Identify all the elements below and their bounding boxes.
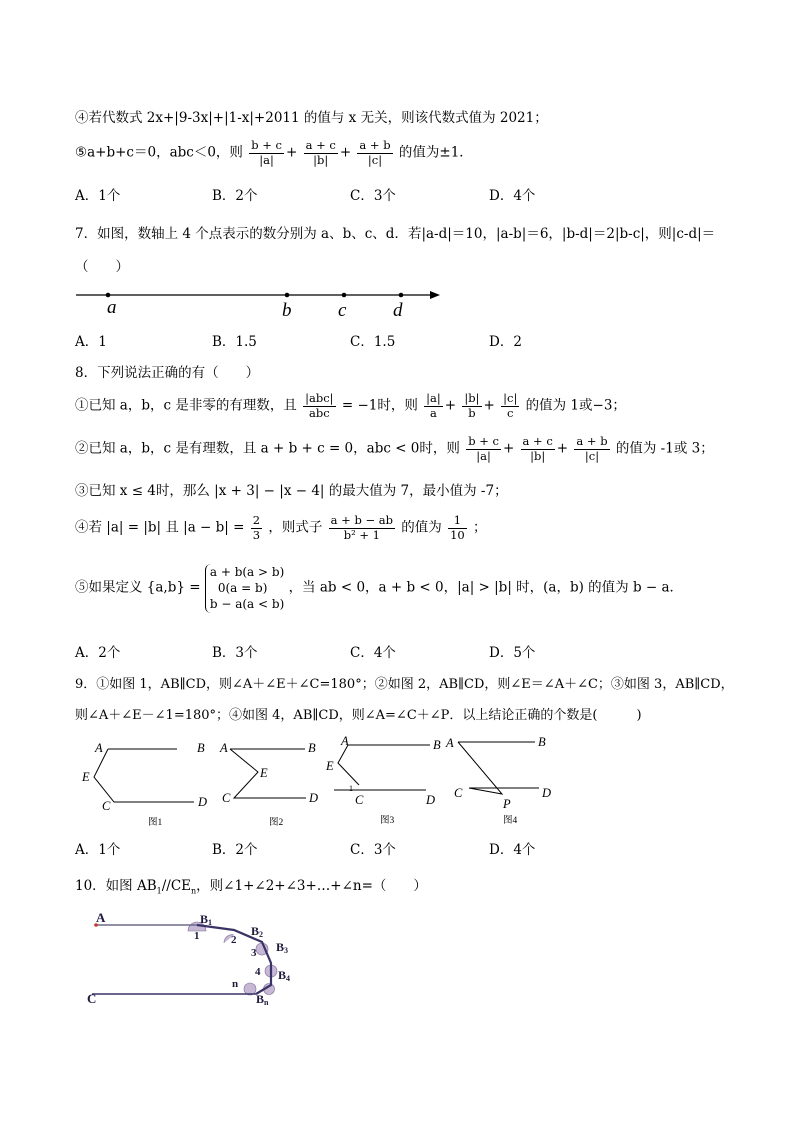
figure-1-caption: 图1 [148,818,163,828]
svg-text:B1: B1 [200,912,213,927]
figure-4-caption: 图4 [503,816,518,826]
svg-text:C: C [355,793,364,807]
option-b[interactable]: B．3个 [212,645,258,661]
svg-text:A: A [95,741,103,755]
q7-blank: （ ） [75,259,129,275]
svg-text:B2: B2 [251,924,264,939]
option-d[interactable]: D．5个 [489,645,536,661]
point-c [342,293,347,298]
q9-figures [70,732,590,828]
fraction: $\frac{a + c}{|b|}$ [305,138,336,167]
svg-text:A: A [446,736,454,750]
label-c: c [338,300,347,321]
svg-text:A: A [96,910,106,925]
q6-s5-suffix: 的值为±1． [398,144,473,161]
fraction: $\frac{a + b}{|c|}$ [359,138,391,167]
q8-statement-2: ②已知 a，b，c 是有理数，且 a + b + c = 0，abc < 0时，则 $\frac{b + c}{|a|}$ + $\frac{a + c}{|b|}$ + $\frac{a + b}{|c|}$ 的值为 -1或 3； [75,434,714,463]
svg-text:B: B [538,735,546,749]
arrow-head-icon [430,291,440,299]
svg-text:D: D [426,793,436,807]
q8-statement-3: ③已知 x ≤ 4时，那么 |x + 3| − |x − 4| 的最大值为 7，最小值为 -7； [75,483,508,499]
svg-text:1: 1 [194,930,200,942]
svg-text:4: 4 [255,966,261,978]
option-c[interactable]: C．3个 [350,842,396,858]
svg-text:A: A [341,734,349,748]
q7-stem: 7．如图，数轴上 4 个点表示的数分别为 a、b、c、d．若|a-d|＝10，|a-b|＝6，|b-d|＝2|b-c|，则|c-d|＝ [75,226,716,242]
svg-text:E: E [260,766,268,780]
option-a[interactable]: A．1个 [75,188,121,204]
option-a[interactable]: A．1个 [75,842,121,858]
q9-stem-line-2: 则∠A＋∠E－∠1=180°；④如图 4，AB∥CD，则∠A=∠C＋∠P．以上结论正确的个数是( ) [75,708,642,723]
svg-text:n: n [232,978,239,990]
option-b[interactable]: B．2个 [212,842,258,858]
svg-text:C: C [102,799,111,813]
svg-text:C: C [222,791,231,805]
q6-statement-5: ⑤a+b+c＝0，abc＜0，则 $\frac{b + c}{|a|}$ + $\frac{a + c}{|b|}$ + $\frac{a + b}{|c|}$ 的值为±1． [75,138,473,167]
q6-s5-prefix: ⑤a+b+c＝0，abc＜0，则 [75,144,243,161]
svg-text:C: C [454,786,463,800]
option-d[interactable]: D．4个 [489,188,536,204]
svg-text:E: E [326,759,334,773]
label-b: b [282,300,292,321]
svg-text:B: B [433,738,441,752]
svg-text:B3: B3 [276,940,289,955]
svg-text:Bn: Bn [256,992,269,1007]
svg-text:B4: B4 [278,968,291,983]
svg-text:D: D [198,795,208,809]
piecewise-definition: a + b(a > b) 0(a = b) b − a(a < b) [205,564,284,613]
svg-text:P: P [503,797,511,811]
q10-figure [84,905,384,1015]
option-a[interactable]: A．2个 [75,645,121,661]
svg-text:B: B [308,741,316,755]
option-b[interactable]: B．1.5 [212,334,257,350]
label-d: d [393,300,403,321]
option-d[interactable]: D．4个 [489,842,536,858]
option-b[interactable]: B．2个 [212,188,258,204]
figure-3-caption: 图3 [380,816,395,826]
svg-text:C: C [87,991,97,1006]
number-line-figure [70,285,450,321]
q8-statement-5: ⑤如果定义 {a,b} = a + b(a > b) 0(a = b) b − a(a < b) ，当 ab < 0，a + b < 0，|a| > |b| 时，(a，b) 的值为 b − a． [75,565,684,612]
option-a[interactable]: A．1 [75,334,107,350]
svg-text:B: B [197,741,205,755]
label-a: a [107,297,117,318]
fraction: $\frac{b + c}{|a|}$ [251,138,282,167]
q10-stem: 10．如图 $AB_1//CE_n$，则∠1+∠2+∠3+…+∠n=（ ） [75,878,427,896]
option-d[interactable]: D．2 [489,334,522,350]
svg-text:E: E [82,770,90,784]
q8-statement-4: ④若 |a| = |b| 且 |a − b| = $\frac{2}{3}$ ，则式子 $\frac{a + b - ab}{\text{b² + 1}}$ 的值为 $\frac{1}{10}$ ； [75,513,487,542]
figure-2-caption: 图2 [269,818,284,828]
q8-statement-1: ①已知 a，b，c 是非零的有理数，且 $\frac{\text{|abc|}}{\text{abc}}$ = −1时，则 $\frac{|a|}{a}$ + $\frac{|b|}{b}$ + $\frac{|c|}{c}$ 的值为 1或−3； [75,391,626,420]
point-b [285,293,290,298]
q8-stem: 8．下列说法正确的有（ ） [75,365,260,381]
option-c[interactable]: C．1.5 [350,334,396,350]
svg-text:D: D [542,786,552,800]
svg-text:A: A [220,741,228,755]
option-c[interactable]: C．3个 [350,188,396,204]
svg-text:1: 1 [349,784,353,793]
svg-text:D: D [309,791,319,805]
q6-statement-4: ④若代数式 2x+|9-3x|+|1-x|+2011 的值与 x 无关，则该代数式值为 2021； [75,110,548,126]
option-c[interactable]: C．4个 [350,645,396,661]
q9-stem-line-1: 9．①如图 1，AB∥CD，则∠A＋∠E＋∠C=180°；②如图 2，AB∥CD，则∠E＝∠A＋∠C；③如图 3，AB∥CD， [75,677,734,692]
svg-text:2: 2 [231,934,237,946]
svg-text:3: 3 [251,947,257,959]
point-d [399,293,404,298]
